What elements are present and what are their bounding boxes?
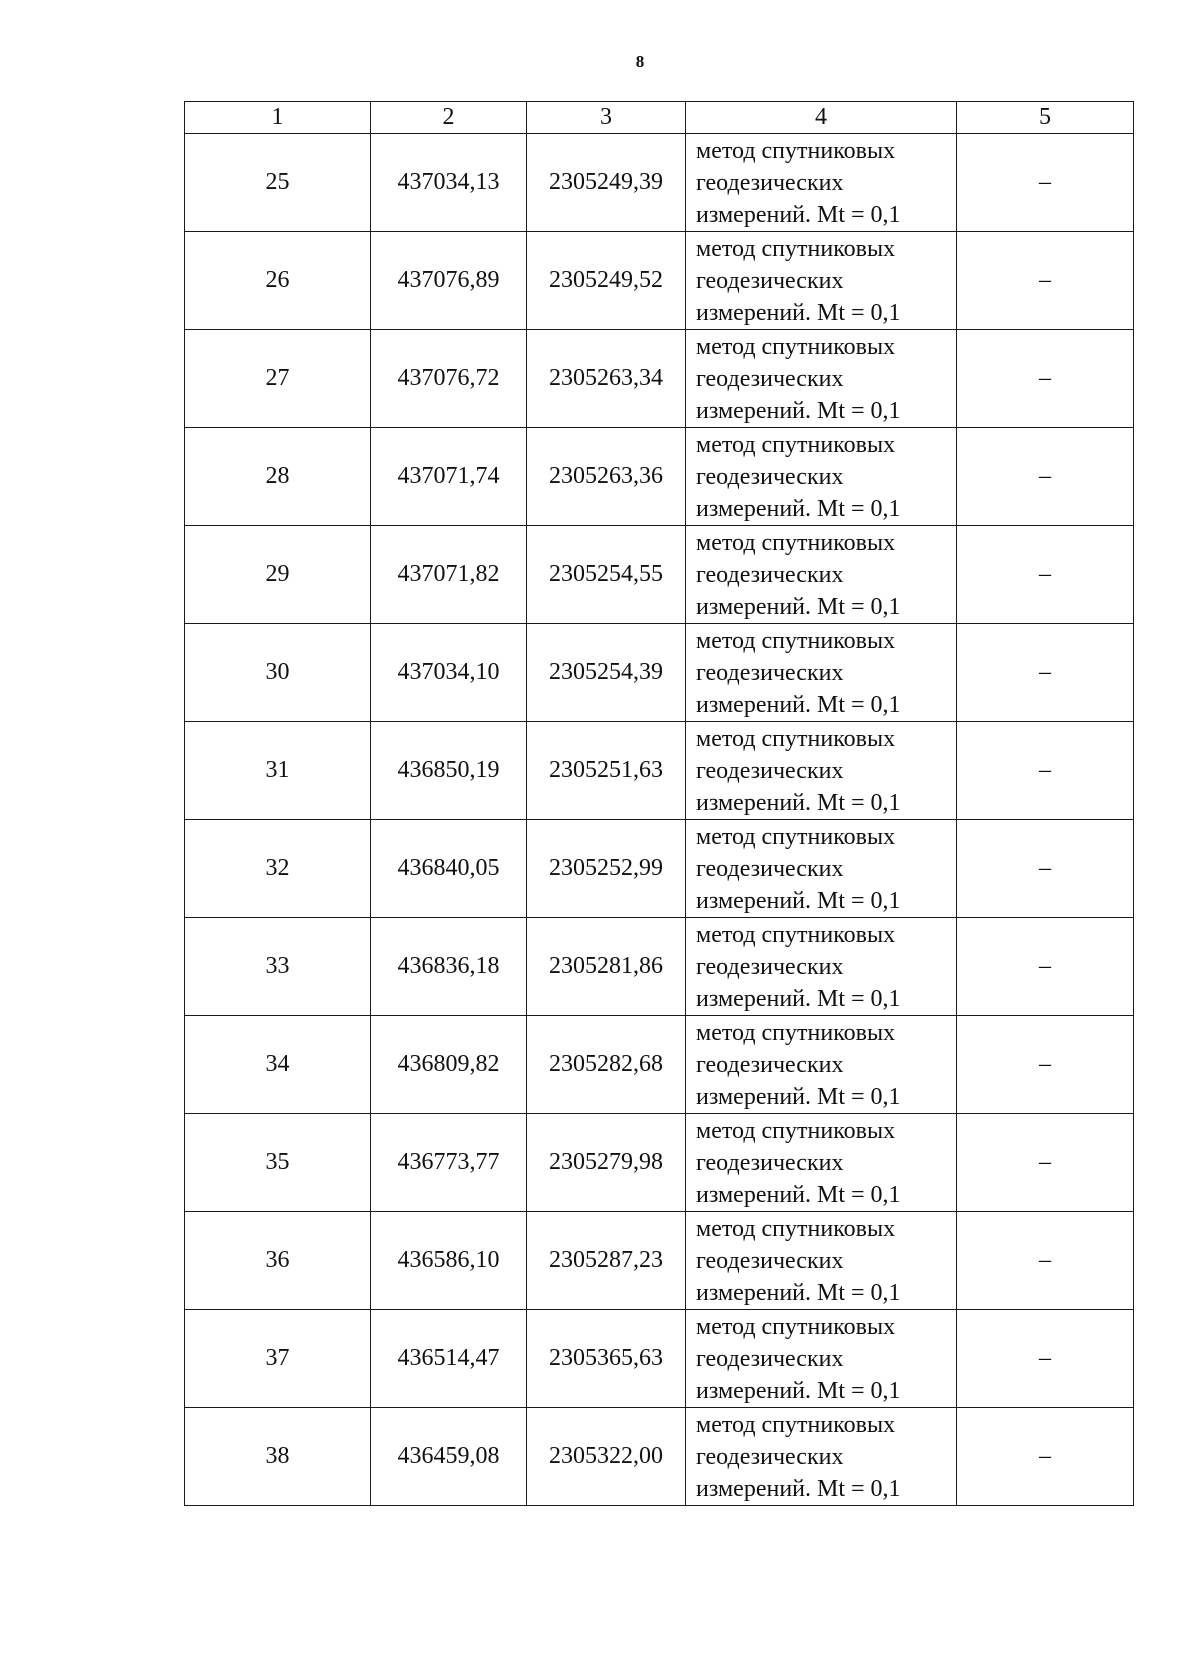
method-cell: [686, 1408, 957, 1506]
table-row: [185, 1016, 1134, 1114]
method-line: метод спутниковых: [696, 1313, 896, 1340]
point-number-cell: 33: [185, 918, 371, 1016]
x-coordinate-cell: 436809,82: [371, 1016, 527, 1114]
method-line: измерений. Mt = 0,1: [696, 593, 901, 620]
note-cell: –: [957, 722, 1134, 820]
method-cell: [686, 820, 957, 918]
y-coordinate-cell: 2305249,52: [527, 232, 686, 330]
note-cell: –: [957, 918, 1134, 1016]
note-cell: –: [957, 526, 1134, 624]
y-coordinate-cell: 2305322,00: [527, 1408, 686, 1506]
note-cell: –: [957, 428, 1134, 526]
method-line: геодезических: [696, 169, 844, 196]
x-coordinate-cell: 436840,05: [371, 820, 527, 918]
method-line: измерений. Mt = 0,1: [696, 201, 901, 228]
method-line: измерений. Mt = 0,1: [696, 985, 901, 1012]
note-cell: –: [957, 1016, 1134, 1114]
note-cell: –: [957, 1212, 1134, 1310]
x-coordinate-cell: 436514,47: [371, 1310, 527, 1408]
table-row: [185, 1310, 1134, 1408]
note-cell: –: [957, 820, 1134, 918]
method-cell: [686, 134, 957, 232]
point-number-cell: 27: [185, 330, 371, 428]
point-number-cell: 28: [185, 428, 371, 526]
method-cell: [686, 232, 957, 330]
point-number-cell: 31: [185, 722, 371, 820]
y-coordinate-cell: 2305249,39: [527, 134, 686, 232]
method-line: метод спутниковых: [696, 1019, 896, 1046]
method-line: геодезических: [696, 267, 844, 294]
x-coordinate-cell: 436586,10: [371, 1212, 527, 1310]
method-line: геодезических: [696, 561, 844, 588]
method-cell: [686, 1016, 957, 1114]
method-line: геодезических: [696, 659, 844, 686]
note-cell: –: [957, 1310, 1134, 1408]
method-line: геодезических: [696, 1345, 844, 1372]
x-coordinate-cell: 437076,89: [371, 232, 527, 330]
method-cell: [686, 428, 957, 526]
note-cell: –: [957, 1408, 1134, 1506]
method-line: геодезических: [696, 1443, 844, 1470]
y-coordinate-cell: 2305281,86: [527, 918, 686, 1016]
method-cell: [686, 1212, 957, 1310]
table-row: [185, 722, 1134, 820]
method-line: метод спутниковых: [696, 823, 896, 850]
method-cell: [686, 722, 957, 820]
method-line: измерений. Mt = 0,1: [696, 789, 901, 816]
page-number: 8: [635, 52, 645, 71]
table-row: [185, 134, 1134, 232]
method-line: метод спутниковых: [696, 1117, 896, 1144]
method-line: геодезических: [696, 463, 844, 490]
x-coordinate-cell: 436459,08: [371, 1408, 527, 1506]
table-row: [185, 526, 1134, 624]
y-coordinate-cell: 2305282,68: [527, 1016, 686, 1114]
note-cell: –: [957, 1114, 1134, 1212]
method-cell: [686, 624, 957, 722]
y-coordinate-cell: 2305254,39: [527, 624, 686, 722]
method-line: метод спутниковых: [696, 529, 896, 556]
method-line: геодезических: [696, 1149, 844, 1176]
note-cell: –: [957, 134, 1134, 232]
method-line: метод спутниковых: [696, 137, 896, 164]
method-line: измерений. Mt = 0,1: [696, 1377, 901, 1404]
method-line: метод спутниковых: [696, 921, 896, 948]
method-cell: [686, 330, 957, 428]
method-line: метод спутниковых: [696, 1411, 896, 1438]
method-line: геодезических: [696, 953, 844, 980]
method-line: измерений. Mt = 0,1: [696, 1279, 901, 1306]
method-line: измерений. Mt = 0,1: [696, 397, 901, 424]
method-line: измерений. Mt = 0,1: [696, 495, 901, 522]
table-row: [185, 820, 1134, 918]
note-cell: –: [957, 330, 1134, 428]
table-row: [185, 428, 1134, 526]
table-body: [185, 134, 1134, 1506]
x-coordinate-cell: 437034,13: [371, 134, 527, 232]
method-line: измерений. Mt = 0,1: [696, 299, 901, 326]
table-header: [185, 102, 1134, 134]
method-line: геодезических: [696, 855, 844, 882]
header-row: [185, 102, 1134, 134]
x-coordinate-cell: 437071,74: [371, 428, 527, 526]
table-row: [185, 330, 1134, 428]
table-row: [185, 1212, 1134, 1310]
point-number-cell: 34: [185, 1016, 371, 1114]
y-coordinate-cell: 2305365,63: [527, 1310, 686, 1408]
header-col-3: 3: [527, 102, 686, 134]
point-number-cell: 32: [185, 820, 371, 918]
table-row: [185, 918, 1134, 1016]
point-number-cell: 36: [185, 1212, 371, 1310]
y-coordinate-cell: 2305254,55: [527, 526, 686, 624]
method-line: метод спутниковых: [696, 333, 896, 360]
note-cell: –: [957, 624, 1134, 722]
x-coordinate-cell: 436773,77: [371, 1114, 527, 1212]
y-coordinate-cell: 2305263,36: [527, 428, 686, 526]
method-line: геодезических: [696, 757, 844, 784]
y-coordinate-cell: 2305287,23: [527, 1212, 686, 1310]
method-line: метод спутниковых: [696, 1215, 896, 1242]
y-coordinate-cell: 2305263,34: [527, 330, 686, 428]
method-line: измерений. Mt = 0,1: [696, 887, 901, 914]
method-line: измерений. Mt = 0,1: [696, 1475, 901, 1502]
method-cell: [686, 526, 957, 624]
method-line: метод спутниковых: [696, 627, 896, 654]
method-cell: [686, 1310, 957, 1408]
method-line: метод спутниковых: [696, 235, 896, 262]
table-row: [185, 232, 1134, 330]
method-line: геодезических: [696, 1051, 844, 1078]
method-line: метод спутниковых: [696, 431, 896, 458]
point-number-cell: 35: [185, 1114, 371, 1212]
method-line: геодезических: [696, 1247, 844, 1274]
x-coordinate-cell: 437071,82: [371, 526, 527, 624]
header-col-2: 2: [371, 102, 527, 134]
coordinates-table: [184, 101, 1134, 1506]
table-row: [185, 624, 1134, 722]
method-line: измерений. Mt = 0,1: [696, 1181, 901, 1208]
y-coordinate-cell: 2305251,63: [527, 722, 686, 820]
point-number-cell: 38: [185, 1408, 371, 1506]
y-coordinate-cell: 2305252,99: [527, 820, 686, 918]
method-line: метод спутниковых: [696, 725, 896, 752]
x-coordinate-cell: 437076,72: [371, 330, 527, 428]
header-col-1: 1: [185, 102, 371, 134]
point-number-cell: 37: [185, 1310, 371, 1408]
y-coordinate-cell: 2305279,98: [527, 1114, 686, 1212]
note-cell: –: [957, 232, 1134, 330]
x-coordinate-cell: 437034,10: [371, 624, 527, 722]
point-number-cell: 29: [185, 526, 371, 624]
point-number-cell: 30: [185, 624, 371, 722]
method-line: геодезических: [696, 365, 844, 392]
method-line: измерений. Mt = 0,1: [696, 691, 901, 718]
header-col-4: 4: [686, 102, 957, 134]
point-number-cell: 26: [185, 232, 371, 330]
x-coordinate-cell: 436850,19: [371, 722, 527, 820]
header-col-5: 5: [957, 102, 1134, 134]
x-coordinate-cell: 436836,18: [371, 918, 527, 1016]
method-cell: [686, 918, 957, 1016]
point-number-cell: 25: [185, 134, 371, 232]
table-row: [185, 1408, 1134, 1506]
table-row: [185, 1114, 1134, 1212]
method-cell: [686, 1114, 957, 1212]
method-line: измерений. Mt = 0,1: [696, 1083, 901, 1110]
